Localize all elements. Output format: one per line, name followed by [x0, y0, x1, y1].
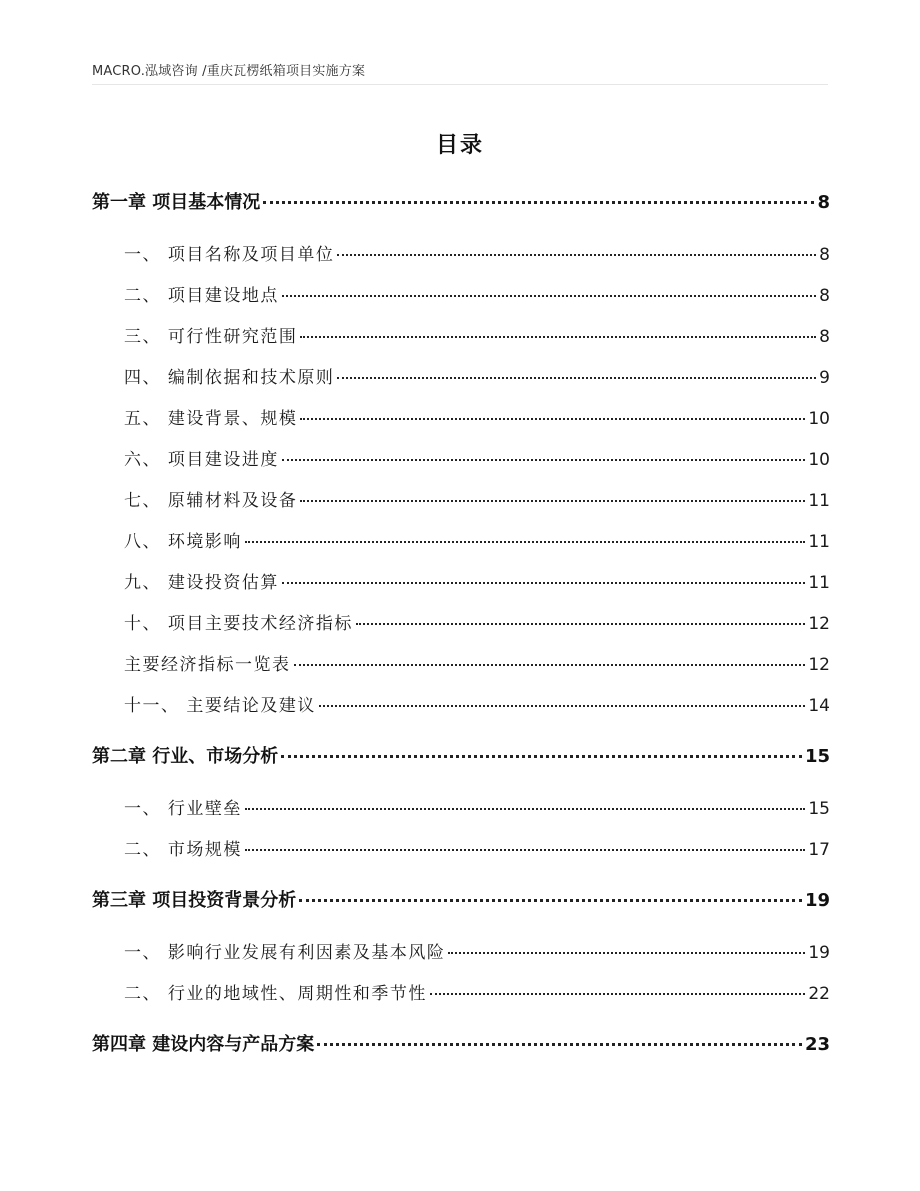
- toc-entry-page: 9: [819, 368, 830, 388]
- toc-entry-page: 15: [808, 799, 830, 819]
- toc-entry-page: 19: [808, 943, 830, 963]
- toc-entry-text: 一、 项目名称及项目单位: [124, 245, 335, 265]
- toc-entry-section[interactable]: [92, 609, 830, 634]
- toc-entry-section[interactable]: [92, 486, 830, 511]
- toc-entry-text: 六、 项目建设进度: [124, 450, 279, 470]
- toc-entry-text: 八、 环境影响: [124, 532, 242, 552]
- toc-entry-chapter-3[interactable]: [92, 886, 830, 912]
- toc-entry-text: 九、 建设投资估算: [124, 573, 279, 593]
- toc-entry-page: 15: [804, 746, 830, 767]
- toc-entry-chapter-2[interactable]: [92, 742, 830, 768]
- toc-entry-chapter-1[interactable]: [92, 188, 830, 214]
- toc-entry-section[interactable]: [92, 794, 830, 819]
- toc-entry-section[interactable]: [92, 404, 830, 429]
- toc-entry-page: 22: [808, 984, 830, 1004]
- toc-entry-text: 第四章 建设内容与产品方案: [92, 1034, 315, 1055]
- dot-leader: [294, 664, 806, 666]
- dot-leader: [282, 582, 805, 584]
- toc-entry-text: 第三章 项目投资背景分析: [92, 890, 297, 911]
- header-divider: [92, 84, 828, 85]
- toc-entry-page: 8: [817, 192, 830, 213]
- toc-entry-text: 十一、 主要结论及建议: [124, 696, 316, 716]
- toc-entry-section[interactable]: [92, 527, 830, 552]
- dot-leader: [319, 705, 805, 707]
- toc-entry-page: 14: [808, 696, 830, 716]
- toc-entry-page: 11: [808, 491, 830, 511]
- dot-leader: [300, 336, 816, 338]
- toc-entry-text: 一、 行业壁垒: [124, 799, 242, 819]
- toc-entry-page: 8: [819, 286, 830, 306]
- toc-entry-section[interactable]: [92, 938, 830, 963]
- dot-leader: [300, 500, 805, 502]
- toc-entry-section[interactable]: [92, 979, 830, 1004]
- toc-entry-text: 四、 编制依据和技术原则: [124, 368, 335, 388]
- dot-leader: [281, 755, 802, 758]
- toc-entry-section[interactable]: [92, 363, 830, 388]
- dot-leader: [299, 899, 802, 902]
- dot-leader: [245, 808, 805, 810]
- toc-entry-page: 17: [808, 840, 830, 860]
- dot-leader: [337, 254, 816, 256]
- toc-title: 目录: [435, 133, 484, 158]
- toc-entry-page: 11: [808, 573, 830, 593]
- running-header: MACRO.泓域咨询 /重庆瓦楞纸箱项目实施方案: [92, 64, 366, 79]
- toc-entry-page: 8: [819, 327, 830, 347]
- dot-leader: [356, 623, 805, 625]
- toc-entry-section[interactable]: [92, 445, 830, 470]
- dot-leader: [282, 459, 805, 461]
- toc-entry-text: 一、 影响行业发展有利因素及基本风险: [124, 943, 446, 963]
- toc-entry-page: 8: [819, 245, 830, 265]
- toc-entry-page: 12: [808, 614, 830, 634]
- toc-entry-section[interactable]: [92, 322, 830, 347]
- dot-leader: [245, 849, 805, 851]
- toc-entry-text: 二、 行业的地域性、周期性和季节性: [124, 984, 427, 1004]
- toc-entry-section[interactable]: [92, 281, 830, 306]
- toc-entry-section[interactable]: [92, 835, 830, 860]
- toc-entry-section[interactable]: [92, 650, 830, 675]
- toc-entry-text: 二、 市场规模: [124, 840, 242, 860]
- toc-entry-text: 七、 原辅材料及设备: [124, 491, 298, 511]
- toc-entry-text: 第二章 行业、市场分析: [92, 746, 279, 767]
- toc-entry-section[interactable]: [92, 691, 830, 716]
- dot-leader: [337, 377, 816, 379]
- dot-leader: [430, 993, 805, 995]
- toc-entry-text: 二、 项目建设地点: [124, 286, 279, 306]
- toc-entry-text: 主要经济指标一览表: [124, 655, 291, 675]
- toc-entry-text: 三、 可行性研究范围: [124, 327, 298, 347]
- dot-leader: [300, 418, 805, 420]
- toc-entry-page: 12: [808, 655, 830, 675]
- dot-leader: [263, 201, 814, 204]
- toc-entry-page: 19: [804, 890, 830, 911]
- toc-entry-section[interactable]: [92, 568, 830, 593]
- toc-entry-text: 十、 项目主要技术经济指标: [124, 614, 353, 634]
- toc-entry-page: 10: [808, 409, 830, 429]
- toc-entry-section[interactable]: [92, 240, 830, 265]
- dot-leader: [448, 952, 805, 954]
- dot-leader: [245, 541, 805, 543]
- toc-entry-text: 五、 建设背景、规模: [124, 409, 298, 429]
- toc-entry-chapter-4[interactable]: [92, 1030, 830, 1056]
- toc-entry-page: 23: [804, 1034, 830, 1055]
- dot-leader: [282, 295, 816, 297]
- dot-leader: [317, 1043, 802, 1046]
- toc-entry-page: 10: [808, 450, 830, 470]
- toc-entry-text: 第一章 项目基本情况: [92, 192, 261, 213]
- toc-entry-page: 11: [808, 532, 830, 552]
